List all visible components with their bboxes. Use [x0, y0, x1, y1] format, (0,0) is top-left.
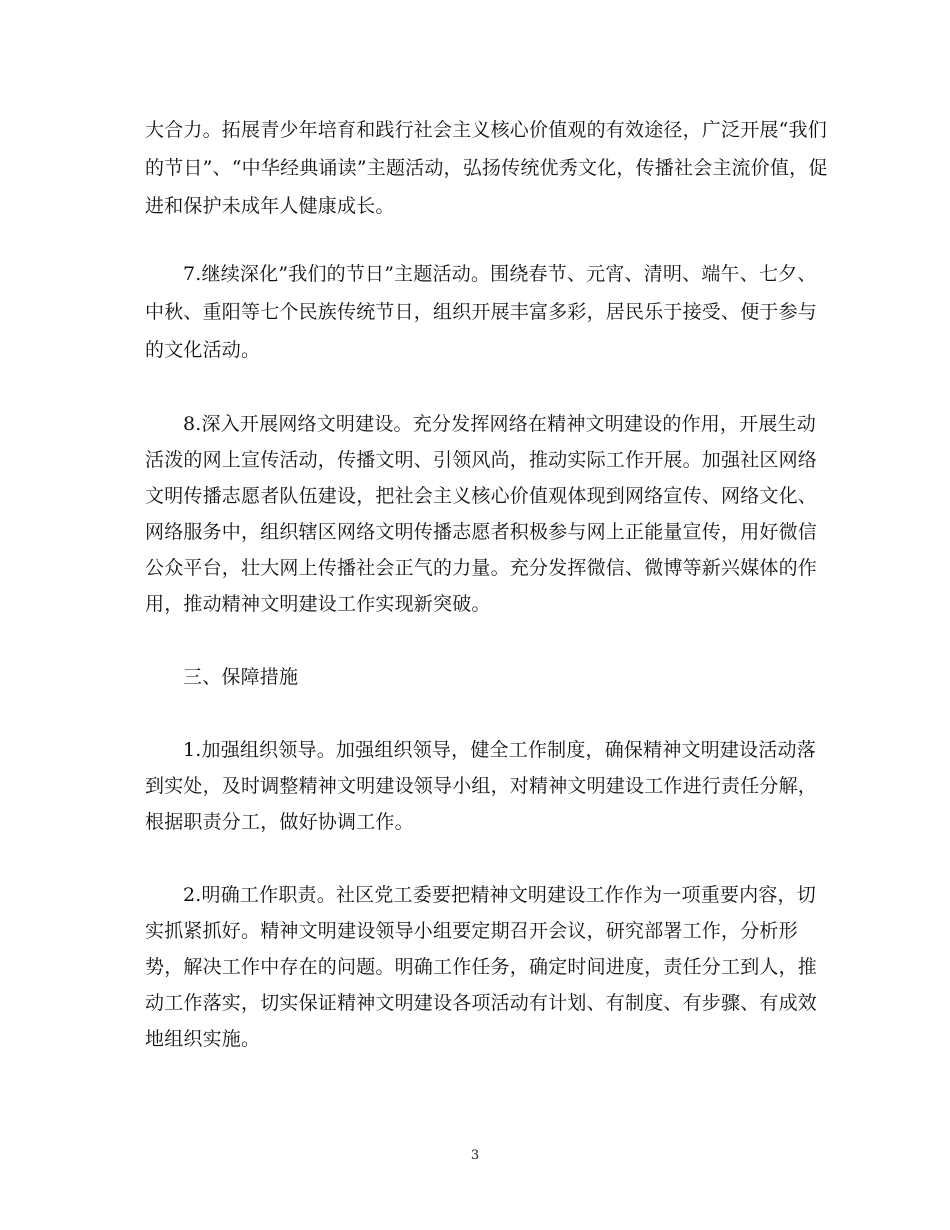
- paragraph-line: 实抓紧抓好。精神文明建设领导小组要定期召开会议，研究部署工作，分析形: [145, 920, 798, 942]
- paragraph-line: 中秋、重阳等七个民族传统节日，组织开展丰富多彩，居民乐于接受、便于参与: [145, 301, 818, 323]
- paragraph-line: 文明传播志愿者队伍建设，把社会主义核心价值观体现到网络宣传、网络文化、: [145, 485, 818, 507]
- paragraph-line: 动工作落实，切实保证精神文明建设各项活动有计划、有制度、有步骤、有成效: [145, 992, 818, 1014]
- paragraph-line: 7.继续深化”我们的节日”主题活动。围绕春节、元宵、清明、端午、七夕、: [183, 263, 817, 285]
- paragraph-line: 8.深入开展网络文明建设。充分发挥网络在精神文明建设的作用，开展生动: [183, 413, 816, 435]
- paragraph-line: 公众平台，壮大网上传播社会正气的力量。充分发挥微信、微博等新兴媒体的作: [145, 557, 818, 579]
- paragraph-line: 地组织实施。: [145, 1028, 261, 1050]
- paragraph-line: 用，推动精神文明建设工作实现新突破。: [145, 593, 491, 615]
- paragraph-line: 到实处，及时调整精神文明建设领导小组，对精神文明建设工作进行责任分解，: [145, 775, 818, 797]
- paragraph-line: 2.明确工作职责。社区党工委要把精神文明建设工作作为一项重要内容，切: [183, 884, 816, 906]
- paragraph-line: 网络服务中，组织辖区网络文明传播志愿者积极参与网上正能量宣传，用好微信: [145, 521, 818, 543]
- section-heading: 三、保障措施: [183, 666, 299, 688]
- paragraph-line: 大合力。拓展青少年培育和践行社会主义核心价值观的有效途径，广泛开展“我们: [145, 119, 827, 141]
- paragraph-line: 进和保护未成年人健康成长。: [145, 195, 395, 217]
- paragraph-line: 势，解决工作中存在的问题。明确工作任务，确定时间进度，责任分工到人，推: [145, 956, 818, 978]
- paragraph-line: 的节日”、“中华经典诵读”主题活动，弘扬传统优秀文化，传播社会主流价值，促: [145, 157, 828, 179]
- paragraph-line: 活泼的网上宣传活动，传播文明、引领风尚，推动实际工作开展。加强社区网络: [145, 449, 818, 471]
- paragraph-line: 根据职责分工，做好协调工作。: [145, 811, 414, 833]
- page-number: 3: [470, 1148, 480, 1163]
- paragraph-line: 的文化活动。: [145, 339, 261, 361]
- paragraph-line: 1.加强组织领导。加强组织领导，健全工作制度，确保精神文明建设活动落: [183, 739, 816, 761]
